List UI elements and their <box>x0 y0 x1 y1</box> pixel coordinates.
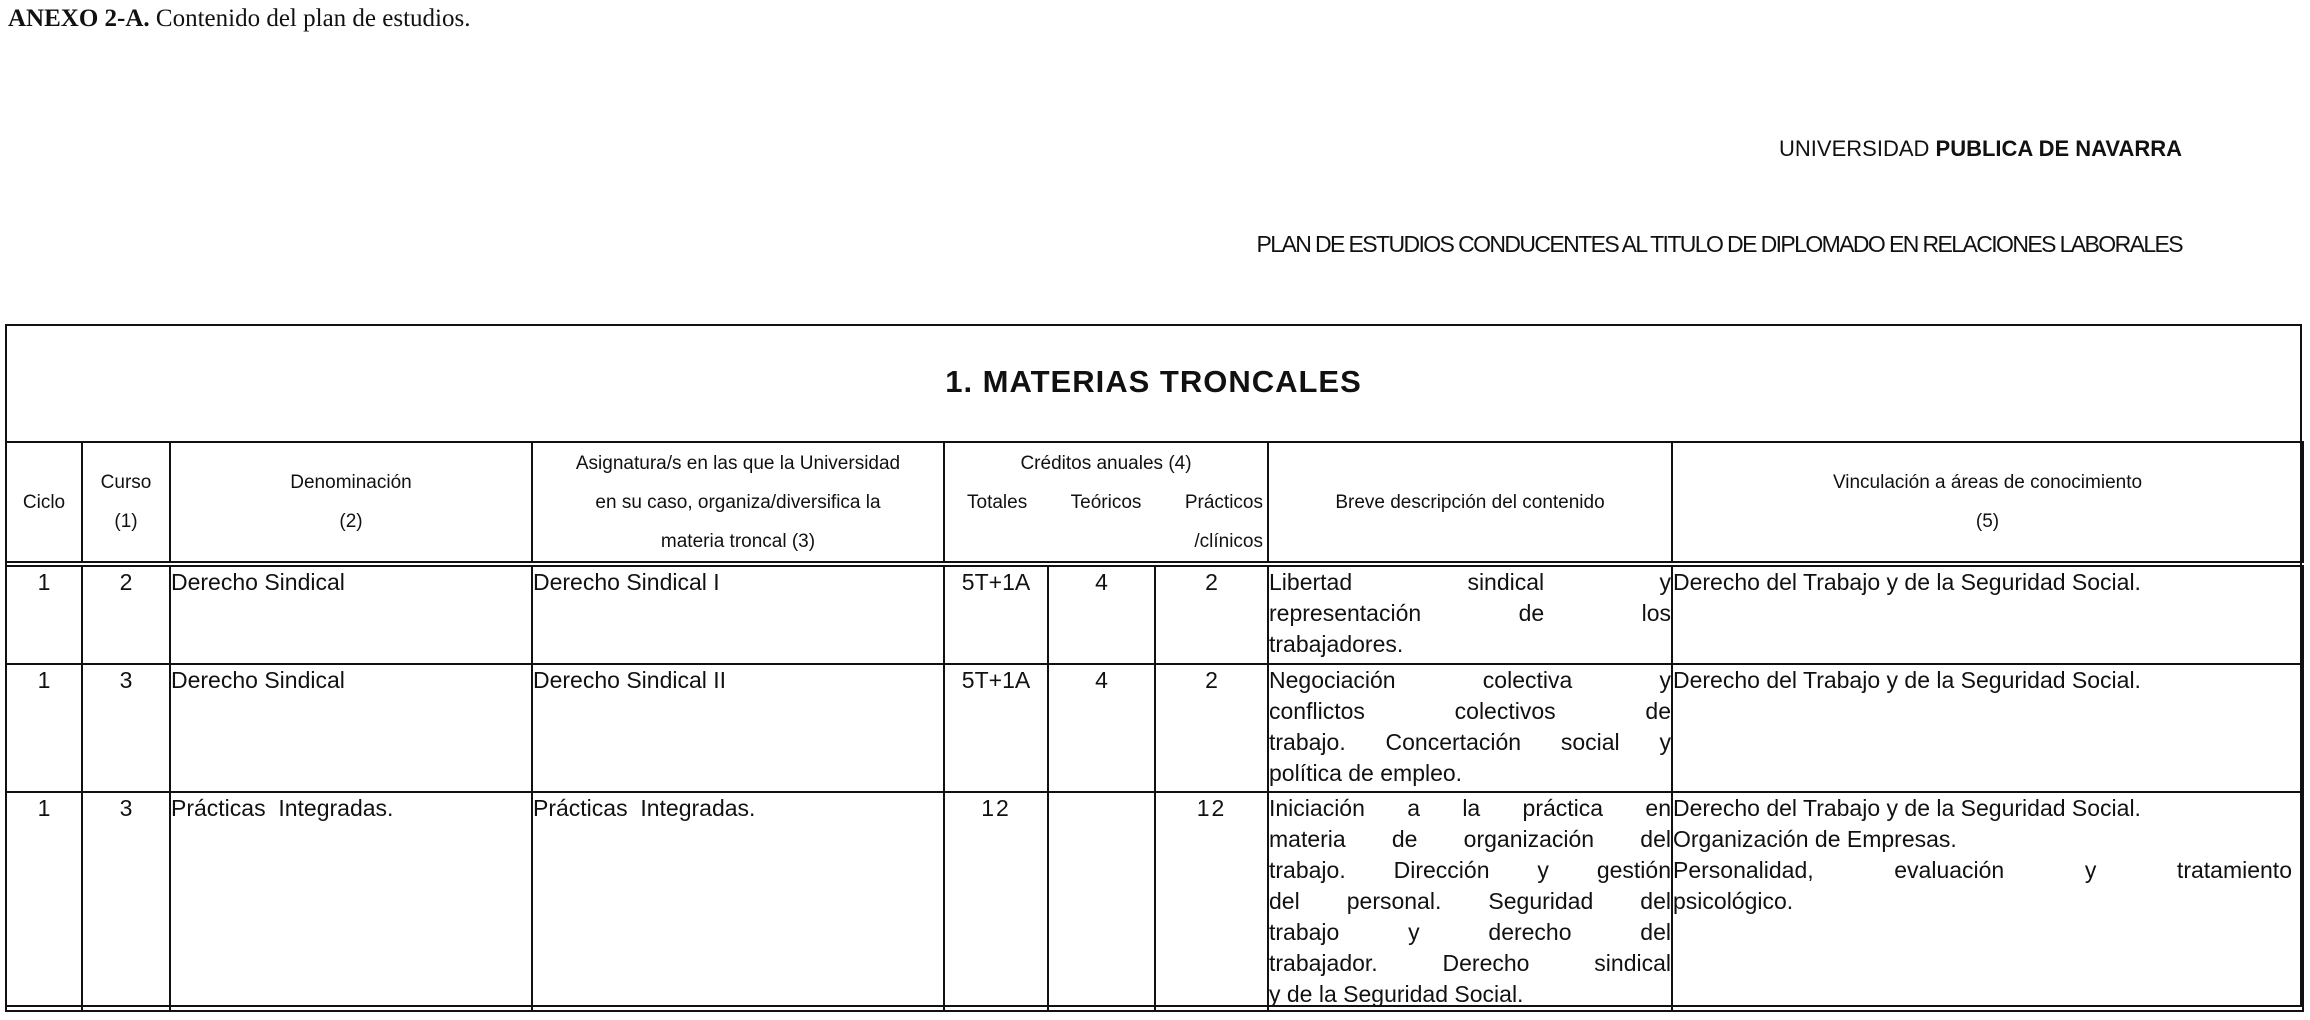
cell-teoricos <box>1048 792 1155 1011</box>
cell-totales: 5T+1A <box>944 664 1048 792</box>
table-row <box>6 792 2303 1011</box>
cell-practicos: 12 <box>1155 792 1268 1011</box>
cell-vinculacion: Derecho del Trabajo y de la Seguridad Social. <box>1672 664 2303 792</box>
header-descripcion: Breve descripción del contenido <box>1268 442 1672 564</box>
cell-ciclo: 1 <box>6 564 82 664</box>
university-name: PUBLICA DE NAVARRA <box>1935 136 2182 161</box>
header-curso: Curso (1) <box>82 442 170 564</box>
cell-totales: 12 <box>944 792 1048 1011</box>
cell-denominacion: Derecho Sindical <box>170 664 532 792</box>
header-vinculacion: Vinculación a áreas de conocimiento (5) <box>1672 442 2303 564</box>
table-row <box>6 664 2303 792</box>
cell-descripcion: Negociación colectiva y conflictos colectivos de trabajo. Concertación social y política de empleo. <box>1268 664 1672 792</box>
cell-practicos: 2 <box>1155 564 1268 664</box>
header-creditos <box>944 442 1268 564</box>
cell-descripcion: Libertad sindical y representación de los trabajadores. <box>1268 564 1672 664</box>
header-ciclo: Ciclo <box>6 442 82 564</box>
cell-vinculacion: Derecho del Trabajo y de la Seguridad Social. Organización de Empresas. Personalidad, evaluación y tratamiento psicológico. <box>1672 792 2303 1011</box>
plan-title: PLAN DE ESTUDIOS CONDUCENTES AL TITULO DE DIPLOMADO EN RELACIONES LABORALES <box>1256 231 2182 257</box>
subjects-table <box>5 441 2304 1012</box>
cell-teoricos: 4 <box>1048 564 1155 664</box>
header-asignatura: Asignatura/s en las que la Universidad en su caso, organiza/diversifica la materia troncal (3) <box>532 442 944 564</box>
annex-heading <box>8 2 470 36</box>
header-totales: Totales <box>967 491 1028 513</box>
cell-teoricos: 4 <box>1048 664 1155 792</box>
cell-totales: 5T+1A <box>944 564 1048 664</box>
annex-title: Contenido del plan de estudios. <box>155 5 471 32</box>
cell-descripcion: Iniciación a la práctica en materia de organización del trabajo. Dirección y gestión del personal. Seguridad del trabajo y derecho del trabajador. Derecho sindical y de la Seguridad Social. <box>1268 792 1672 1011</box>
cell-ciclo: 1 <box>6 792 82 1011</box>
cell-asignatura: Prácticas Integradas. <box>532 792 944 1011</box>
header-clinicos: /clínicos <box>1194 530 1263 552</box>
cell-ciclo: 1 <box>6 664 82 792</box>
cell-curso: 3 <box>82 792 170 1011</box>
cell-denominacion: Derecho Sindical <box>170 564 532 664</box>
table-row <box>6 564 2303 664</box>
cell-curso: 3 <box>82 664 170 792</box>
header-practicos: Prácticos <box>1184 491 1263 513</box>
cell-denominacion: Prácticas Integradas. <box>170 792 532 1011</box>
header-denominacion: Denominación (2) <box>170 442 532 564</box>
header-creditos-label: Créditos anuales (4) <box>1020 452 1192 474</box>
table-header-row <box>6 442 2303 564</box>
cell-asignatura: Derecho Sindical I <box>532 564 944 664</box>
university-heading <box>1779 136 2182 162</box>
section-title: 1. MATERIAS TRONCALES <box>945 364 1362 399</box>
cell-curso: 2 <box>82 564 170 664</box>
annex-label: ANEXO 2-A. <box>8 5 150 32</box>
header-teoricos: Teóricos <box>1070 491 1142 513</box>
university-prefix: UNIVERSIDAD <box>1779 136 1930 161</box>
cell-practicos: 2 <box>1155 664 1268 792</box>
cell-vinculacion: Derecho del Trabajo y de la Seguridad Social. <box>1672 564 2303 664</box>
cell-asignatura: Derecho Sindical II <box>532 664 944 792</box>
